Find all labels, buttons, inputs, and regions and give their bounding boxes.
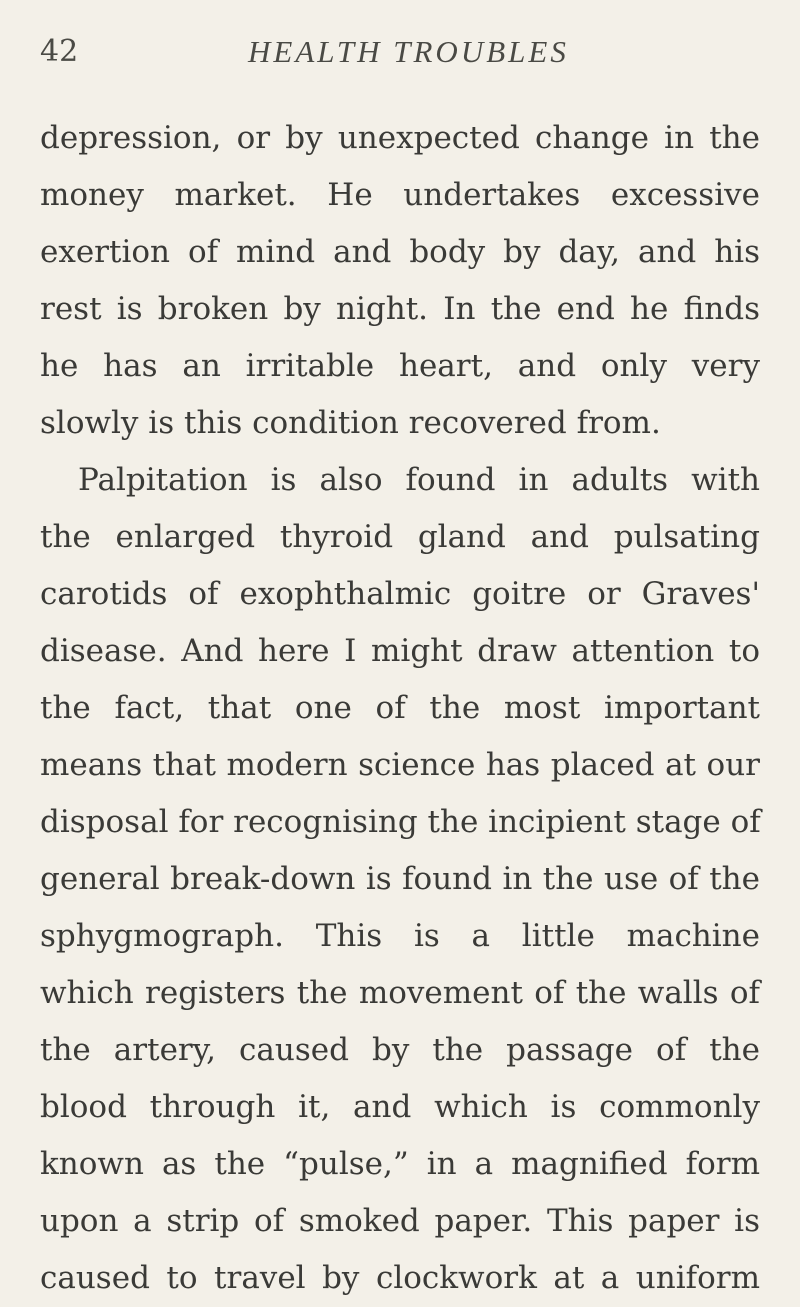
text-line: depression, or by unexpected change in the: [40, 120, 760, 156]
text-line: Palpitation is also found in adults with: [78, 462, 760, 498]
text-line: known as the “pulse,” in a magnified form: [40, 1146, 760, 1182]
text-line: disease. And here I might draw attention to: [40, 633, 760, 669]
text-line: the artery, caused by the passage of the: [40, 1032, 760, 1068]
text-line: general break-down is found in the use of the: [40, 861, 760, 897]
text-line: sphygmograph. This is a little machine: [40, 918, 760, 954]
text-line: the enlarged thyroid gland and pulsating: [40, 519, 760, 555]
text-line: exertion of mind and body by day, and his: [40, 234, 760, 270]
text-line: money market. He undertakes excessive: [40, 177, 760, 213]
text-line: he has an irritable heart, and only very: [40, 348, 760, 384]
body-text: [40, 110, 760, 1307]
text-line: the fact, that one of the most important: [40, 690, 760, 726]
text-line: disposal for recognising the incipient stage of: [40, 804, 761, 840]
text-line: blood through it, and which is commonly: [40, 1089, 760, 1125]
text-line: caused to travel by clockwork at a uniform: [40, 1260, 760, 1296]
running-title: HEALTH TROUBLES: [248, 34, 569, 69]
text-line: rest is broken by night. In the end he finds: [40, 291, 760, 327]
text-line: which registers the movement of the walls of: [40, 975, 760, 1011]
running-head: [0, 32, 800, 72]
text-line: upon a strip of smoked paper. This paper is: [40, 1203, 760, 1239]
text-line: carotids of exophthalmic goitre or Graves': [40, 576, 760, 612]
text-line: means that modern science has placed at our: [40, 747, 760, 783]
text-line: slowly is this condition recovered from.: [40, 405, 661, 441]
page-number: 42: [40, 34, 79, 69]
